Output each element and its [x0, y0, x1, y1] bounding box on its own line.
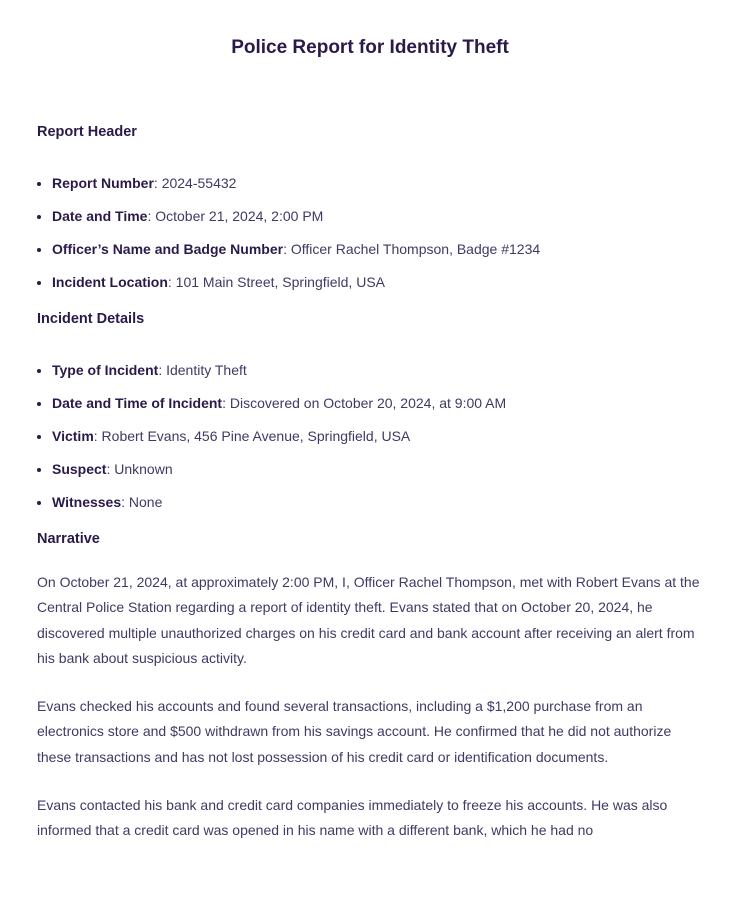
narrative-paragraph: Evans checked his accounts and found several transactions, including a $1,200 purchase from an electronics store and $500 withdrawn from his savings account. He confirmed that he did not authorize these transactions and has not lost possession of his credit card or identification documents. — [37, 698, 672, 765]
field-separator: : — [158, 362, 167, 378]
field-label: Officer’s Name and Badge Number — [52, 241, 284, 257]
field-separator: : — [121, 494, 129, 510]
field-separator: : — [153, 175, 162, 191]
list-item — [52, 209, 703, 224]
report-header-field-list — [37, 176, 703, 290]
page-title: Police Report for Identity Theft — [231, 37, 509, 58]
field-label: Type of Incident — [52, 362, 159, 378]
narrative-paragraph: On October 21, 2024, at approximately 2:00 PM, I, Officer Rachel Thompson, met with Robert Evans at the Central Police Station regarding a report of identity theft. Evans stated that on October 20, 2024, he discovered multiple unauthorized charges on his credit card and bank account after receiving an alert from his bank about suspicious activity. — [37, 574, 700, 666]
section-heading-narrative: Narrative — [37, 531, 100, 547]
field-value: 2024-55432 — [161, 175, 237, 191]
field-separator: : — [167, 274, 176, 290]
field-value: October 21, 2024, 2:00 PM — [155, 208, 324, 224]
field-value: Robert Evans, 456 Pine Avenue, Springfield, USA — [101, 428, 411, 444]
field-separator: : — [222, 395, 230, 411]
field-value: Identity Theft — [166, 362, 247, 378]
field-separator: : — [283, 241, 291, 257]
field-value: 101 Main Street, Springfield, USA — [175, 274, 386, 290]
field-separator: : — [147, 208, 156, 224]
list-item — [52, 429, 703, 444]
section-heading-incident-details: Incident Details — [37, 311, 145, 327]
list-item — [52, 176, 703, 191]
field-value: Unknown — [114, 461, 173, 477]
field-label: Witnesses — [52, 494, 122, 510]
list-item — [52, 275, 703, 290]
narrative-paragraph: Evans contacted his bank and credit card companies immediately to freeze his accounts. He was also informed that a credit card was opened in his name with a different bank, which he had no — [37, 797, 668, 839]
list-item — [52, 462, 703, 477]
list-item — [52, 396, 703, 411]
field-label: Victim — [52, 428, 94, 444]
field-value: Officer Rachel Thompson, Badge #1234 — [290, 241, 541, 257]
field-label: Date and Time — [52, 208, 148, 224]
list-item — [52, 242, 703, 257]
field-label: Date and Time of Incident — [52, 395, 223, 411]
field-label: Incident Location — [52, 274, 168, 290]
field-separator: : — [106, 461, 115, 477]
field-value: None — [128, 494, 163, 510]
list-item — [52, 363, 703, 378]
field-separator: : — [93, 428, 102, 444]
field-value: Discovered on October 20, 2024, at 9:00 AM — [229, 395, 507, 411]
section-heading-report-header: Report Header — [37, 124, 137, 140]
list-item — [52, 495, 703, 510]
field-label: Suspect — [52, 461, 107, 477]
police-report-document — [0, 38, 740, 844]
field-label: Report Number — [52, 175, 154, 191]
incident-details-field-list — [37, 363, 703, 510]
